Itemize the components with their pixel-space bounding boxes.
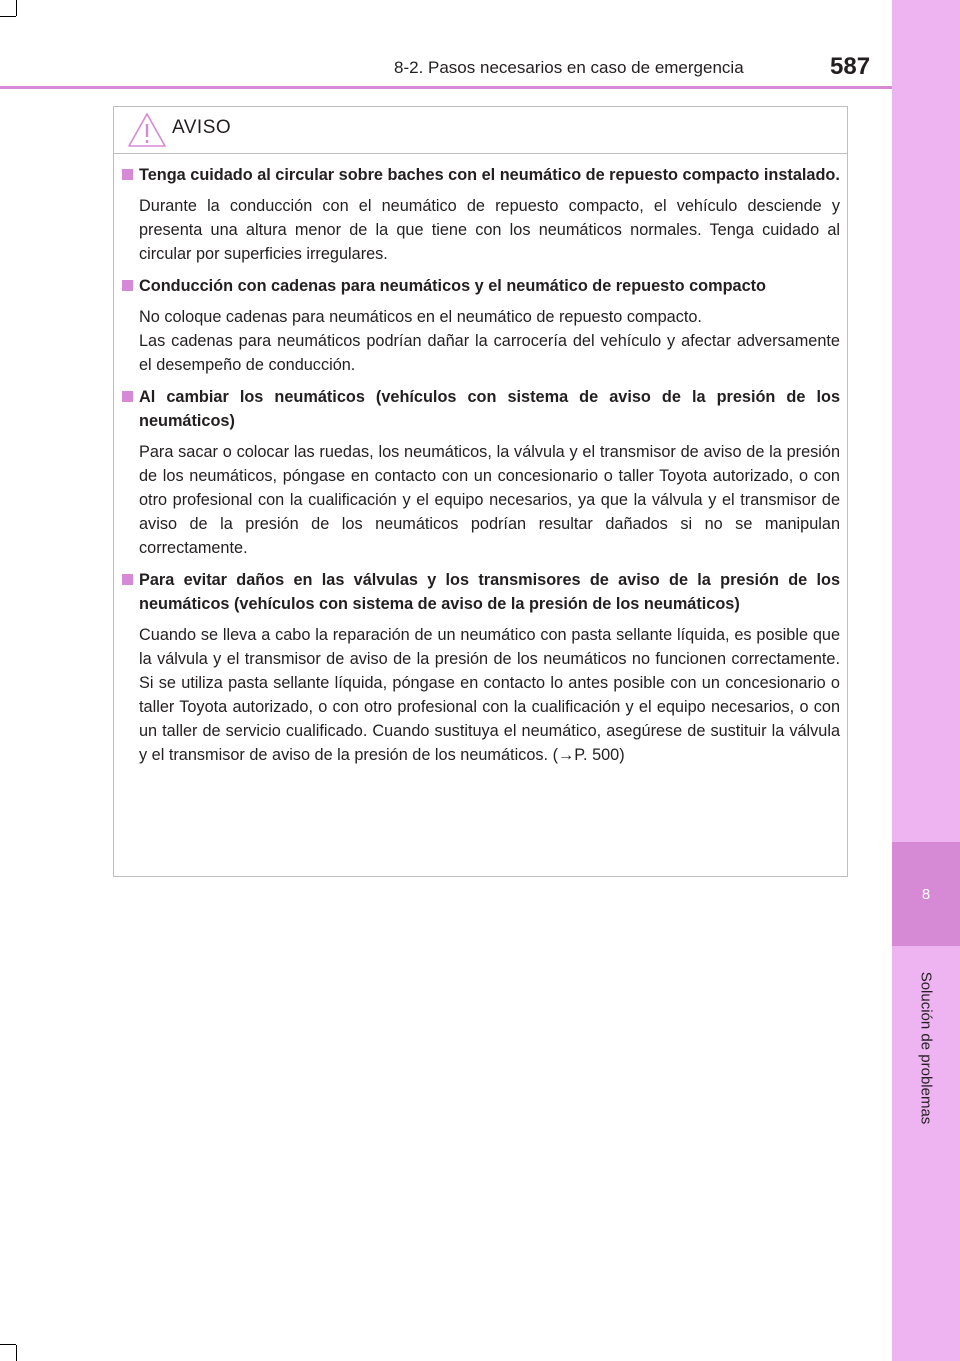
warning-item-title: Conducción con cadenas para neumáticos y el neumático de repuesto compacto [139,277,766,295]
warning-item-body [139,623,840,767]
chapter-title: Solución de problemas [917,971,935,1125]
crop-mark [16,0,17,16]
bullet-square-icon [122,169,133,180]
section-title: 8-2. Pasos necesarios en caso de emergencia [394,58,744,77]
paragraph: Durante la conducción con el neumático de repuesto compacto, el vehículo desciende y presenta una altura menor de la que tiene con los neumáticos normales. Tenga cuidado al circular por superficies irregulares. [139,197,840,263]
warning-item-title: Para evitar daños en las válvulas y los transmisores de aviso de la presión de los neumáticos (vehículos con sistema de aviso de la presión de los neumáticos) [139,571,840,613]
paragraph: No coloque cadenas para neumáticos en el neumático de repuesto compacto. [139,308,702,326]
bullet-square-icon [122,280,133,291]
chapter-sidebar [892,0,960,1361]
paragraph: Las cadenas para neumáticos podrían dañar la carrocería del vehículo y afectar adversamente el desempeño de conducción. [139,332,840,374]
chapter-number: 8 [921,886,931,903]
warning-item-title: Al cambiar los neumáticos (vehículos con sistema de aviso de la presión de los neumáticos) [139,388,840,430]
header-rule [0,86,892,89]
warning-item-body [139,194,840,266]
crop-mark [0,1344,16,1345]
warning-triangle-icon [127,112,167,148]
crop-mark [16,1345,17,1361]
paragraph: Cuando se lleva a cabo la reparación de un neumático con pasta sellante líquida, es posible que la válvula y el transmisor de aviso de la presión de los neumáticos no funcionen correctamente. Si se utiliza pasta sellante líquida, póngase en contacto lo antes posible con un concesionario o taller Toyota autorizado, o con otro profesional con la cualificación y el equipo necesarios, o con un taller de servicio cualificado. Cuando sustituya el neumático, asegúrese de sustituir la válvula y el transmisor de aviso de la presión de los neumáticos. (→P. 500) [139,626,840,764]
warning-content [122,163,840,775]
warning-item-body [139,305,840,377]
bullet-square-icon [122,391,133,402]
warning-label: AVISO [172,117,232,138]
warning-item [122,274,840,377]
warning-item-body [139,440,840,560]
page-number: 587 [830,53,871,80]
bullet-square-icon [122,574,133,585]
warning-item [122,385,840,560]
paragraph: Para sacar o colocar las ruedas, los neumáticos, la válvula y el transmisor de aviso de la presión de los neumáticos, póngase en contacto con un concesionario o taller Toyota autorizado, o con otro profesional con la cualificación y el equipo necesarios, ya que la válvula y el transmisor de aviso de la presión de los neumáticos podrían resultar dañados si no se manipulan correctamente. [139,443,840,557]
crop-mark [0,16,16,17]
warning-item [122,163,840,266]
warning-item-title: Tenga cuidado al circular sobre baches con el neumático de repuesto compacto instalado. [139,166,840,184]
warning-item [122,568,840,767]
